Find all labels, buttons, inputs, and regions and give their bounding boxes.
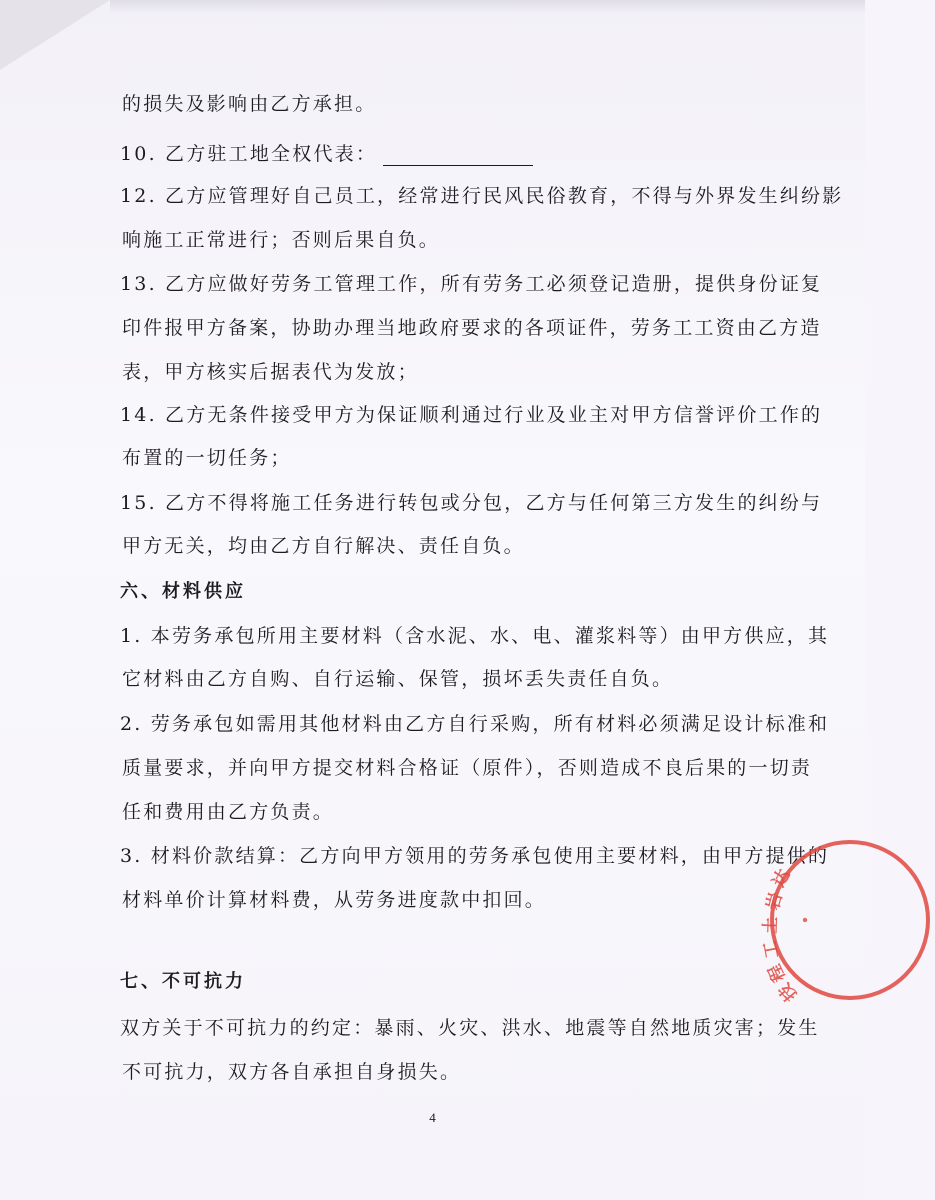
text-line: 双方关于不可抗力的约定：暴雨、火灾、洪水、地震等自然地质灾害；发生: [120, 1017, 820, 1039]
text-line: 表，甲方核实后据表代为发放；: [122, 361, 419, 383]
section-heading: 六、材料供应: [120, 581, 246, 602]
text-line: 布置的一切任务；: [122, 447, 292, 469]
page-fold-corner: [0, 0, 110, 70]
text-line: 10. 乙方驻工地全权代表：: [120, 143, 378, 165]
text-line: 15. 乙方不得将施工任务进行转包或分包，乙方与任何第三方发生的纠纷与: [120, 492, 823, 514]
text-line: 14. 乙方无条件接受甲方为保证顺利通过行业及业主对甲方信誉评价工作的: [120, 404, 823, 426]
svg-text:程: 程: [764, 960, 791, 985]
representative-line: [120, 142, 533, 166]
text-line: 1. 本劳务承包所用主要材料（含水泥、水、电、灌浆料等）由甲方供应，其: [120, 625, 830, 647]
svg-text:技: 技: [775, 978, 802, 1005]
text-line: 任和费用由乙方负责。: [122, 801, 335, 823]
text-line: 的损失及影响由乙方承担。: [122, 93, 377, 115]
svg-text:岩: 岩: [762, 890, 787, 913]
page-fold-shadow: [110, 0, 865, 14]
text-line: 13. 乙方应做好劳务工管理工作，所有劳务工必须登记造册，提供身份证复: [120, 273, 823, 295]
representative-blank: [383, 147, 533, 166]
text-line: 12. 乙方应管理好自己员工，经常进行民风民俗教育，不得与外界发生纠纷影: [120, 185, 844, 207]
text-line: 印件报甲方备案，协助办理当地政府要求的各项证件，劳务工工资由乙方造: [122, 317, 822, 339]
svg-text:土: 土: [760, 916, 782, 935]
text-line: 2. 劳务承包如需用其他材料由乙方自行采购，所有材料必须满足设计标准和: [120, 713, 830, 735]
text-line: 它材料由乙方自购、自行运输、保管，损坏丢失责任自负。: [122, 668, 674, 690]
section-heading: 七、不可抗力: [120, 971, 246, 992]
svg-text:达: 达: [768, 866, 795, 891]
text-line: 甲方无关，均由乙方自行解决、责任自负。: [122, 535, 525, 557]
text-line: 响施工正常进行；否则后果自负。: [122, 229, 441, 251]
company-seal-stamp: [760, 835, 935, 1005]
text-line: 3. 材料价款结算：乙方向甲方领用的劳务承包使用主要材料，由甲方提供的: [120, 845, 830, 867]
text-line: 不可抗力，双方各自承担自身损失。: [122, 1061, 462, 1083]
text-line: 材料单价计算材料费，从劳务进度款中扣回。: [122, 889, 547, 911]
page-number: 4: [429, 1110, 436, 1125]
svg-text:工: 工: [760, 939, 783, 960]
text-line: 质量要求，并向甲方提交材料合格证（原件），否则造成不良后果的一切责: [122, 757, 813, 779]
